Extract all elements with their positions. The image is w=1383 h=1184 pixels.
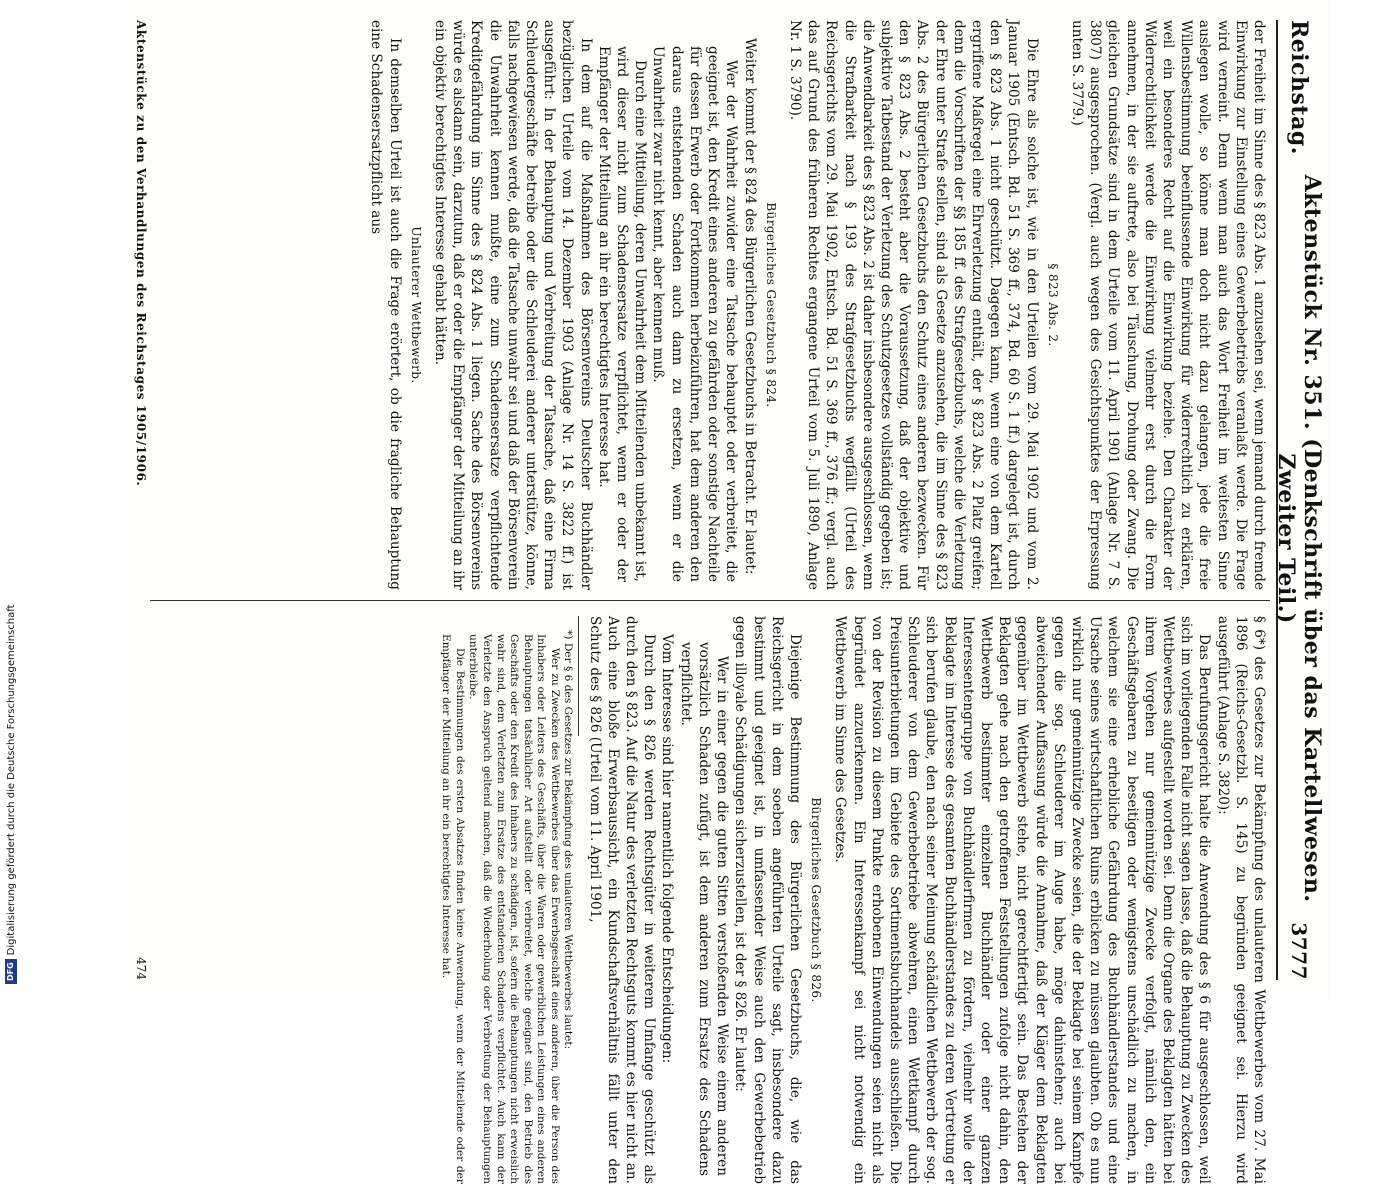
statute-quote <box>677 616 732 1184</box>
funding-note <box>4 284 18 984</box>
digitization-sidebar <box>0 0 22 1000</box>
footnote <box>439 616 575 1184</box>
right-column <box>439 616 1268 1184</box>
page-number: 3777 <box>1287 922 1311 980</box>
page-footer <box>126 20 148 980</box>
footer-source: Aktenstücke zu den Verhandlungen des Reichstages 1905/1906. <box>134 20 148 487</box>
header-left: Reichstag. <box>1286 20 1312 155</box>
footnote-intro: Der § 6 des Gesetzes zur Bekämpfung des unlauteren Wettbewerbes lautet: <box>562 642 575 1050</box>
header-rule <box>1276 20 1278 980</box>
section-heading: Unlauterer Wettbewerb. <box>408 226 423 384</box>
footnote-paragraph: Wer zu Zwecken des Wettbewerbes über das Erwerbsgeschäft eines anderen, über die Person des Inhabers oder Leiters des Geschäfts, über die Waren oder gewerblichen Leistungen eines anderen Behauptungen tatsächlicher Art aufstellt oder verbreitet, welche geeignet sind, den Betrieb des Geschäfts oder den Kredit des Inhabers zu schädigen, ist, sofern die Behauptungen nicht erweislich wahr sind, dem Verletzten zum Ersatze des entstandenen Schadens verpflichtet. Auch kann der Verletzte den Anspruch geltend machen, daß die Wiederholung oder Verbreitung der Behauptungen unterbleibe. <box>467 634 561 1184</box>
section-heading: Bürgerliches Gesetzbuch § 826. <box>809 797 824 1003</box>
paragraph: Die Ehre als solche ist, wie in den Urteilen vom 29. Mai 1902 und vom 2. Januar 1905 (Entsch. Bd. 51 S. 369 ff., 374, Bd. 60 S. 1 ff.) dargelegt ist, durch den § 823 Abs. 1 nicht geschützt. Dagegen kann, wenn eine von dem Kartell ergriffene Maßregel eine Ehrverletzung enthält, der § 823 Abs. 2 Platz greifen; denn die Vorschriften der §§ 185 ff. des Strafgesetzbuchs, welche die Verletzung der Ehre unter Strafe stellen, sind als Gesetze anzusehen, die im Sinne des § 823 Abs. 2 des Bürgerlichen Gesetzbuchs den Schutz eines anderen bezwecken. Für den § 823 Abs. 2 besteht aber die Voraussetzung, daß der objektive und subjektive Tatbestand der Verletzung des Schutzgesetzes vollständig gegeben ist; die Anwendbarkeit des § 823 Abs. 2 ist daher insbesondere ausgeschlossen, wenn die Strafbarkeit nach § 193 des Strafgesetzbuchs wegfällt (Urteil des Reichsgerichts vom 29. Mai 1902, Entsch. Bd. 51 S. 369 ff., 376 ff.; vergl. auch das auf Grund des früheren Rechtes ergangene Urteil vom 5. Juli 1890, Anlage Nr. 1 S. 3790). <box>786 20 1040 590</box>
paragraph: In dem auf die Maßnahmen des Börsenvereins Deutscher Buchhändler bezüglichen Urteile vom 14. Dezember 1903 (Anlage Nr. 14 S. 3822 ff.) ist ausgeführt: In der Behauptung und Verbreitung der Tatsache, daß eine Firma Schleudergeschäfte betreibe oder die Schleuderei anderer unterstütze, könne, falls nachgewiesen werde, daß die Tatsache unwahr sei und daß der Börsenverein die Unwahrheit kennen mußte, eine zum Schadensersatze verpflichtende Kreditgefährdung im Sinne des § 824 Abs. 1 liegen. Sache des Börsenvereins würde es alsdann sein, darzutun, daß er oder die Empfänger der Mitteilung an ihr ein objektiv berechtigtes Interesse gehabt hätten. <box>432 20 594 590</box>
paragraph: Durch den § 826 werden Rechtsgüter in weiterem Umfange geschützt als durch den § 823. Auf die Natur des verletzten Rechtsguts kommt es hier nicht an. Auch eine bloße Erwerbsaussicht, ein Kundschaftsverhältnis fällt unter den Schutz des § 826 (Urteil vom 11. April 1901, <box>586 616 658 1184</box>
section-heading: Bürgerliches Gesetzbuch § 824. <box>763 202 778 408</box>
scanned-page <box>120 0 1330 1184</box>
footnote-paragraph: Die Bestimmungen des ersten Absatzes finden keine Anwendung, wenn der Mitteilende oder der Empfänger der Mitteilung an ihr ein berechtigtes Interesse hat. <box>440 634 466 1184</box>
footer-number: 474 <box>134 957 148 980</box>
funding-text: Digitalisierung gefördert durch die Deutsche Forschungsgemeinschaft <box>5 604 17 956</box>
page-header <box>1273 20 1325 980</box>
paragraph: Das Berufungsgericht halte die Anwendung des § 6 für ausgeschlossen, weil sich im vorliegenden Falle nicht sagen lasse, daß die Behauptung zu Zwecken des Wettbewerbes aufgestellt worden sei. Denn die Organe des Beklagten hätten bei ihrem Vorgehen nur gemeinnützige Zwecke verfolgt, nämlich den, ein Geschäftsgebaren zu beseitigen oder wenigstens unschädlich zu machen, in welchem sie eine erhebliche Gefährdung des Buchhändlerstandes und eine Ursache seines wirtschaftlichen Ruins erblicken zu müssen glaubten. Ob es nun wirklich nur gemeinnützige Zwecke seien, die der Beklagte bei seinem Kampfe gegen die sog. Schleuderer im Auge habe, möge dahinstehen; auch bei abweichender Auffassung würde die Annahme, daß der Kläger dem Beklagten gegenüber im Wettbewerb stehe, nicht gerechtfertigt sein. Das Bestehen der Beklagten gehe nach den getroffenen Feststellungen zufolge nicht dahin, den Wettbewerb bestimmter einzelner Buchhändler oder einer ganzen Interessentengruppe von Buchhändlerfirmen zu fördern, vielmehr wolle der Beklagte im Interesse des gesamten Buchhändlerstandes zu deren Vertretung er sich berufen glaube, den nach seiner Meinung schädlichen Wettbewerb der sog. Schleuderer von dem Gewerbebetriebe abwehren, einen Wettkampf durch Preisunterbietungen im Gebiete des Sortimentsbuchhandels ausschließen. Die von der Revision zu diesem Punkte erhobenen Einwendungen seien nicht als begründet anzuerkennen. Ein Interessenkampf sei nicht notwendig ein Wettbewerb im Sinne des Gesetzes. <box>832 616 1213 1184</box>
quote-paragraph: Wer der Wahrheit zuwider eine Tatsache behauptet oder verbreitet, die geeignet ist, den Kredit eines anderen zu gefährden oder sonstige Nachteile für dessen Erwerb oder Fortkommen herbeizuführen, hat dem anderen den daraus entstehenden Schaden auch dann zu ersetzen, wenn er die Unwahrheit zwar nicht kennt, aber kennen muß. <box>650 46 740 582</box>
left-column <box>367 20 1268 590</box>
paragraph: Diejenige Bestimmung des Bürgerlichen Gesetzbuchs, die, wie das Reichsgericht in dem soeben angeführten Urteile sagt, insbesondere dazu bestimmt und geeignet ist, in umfassender Weise auch den Gewerbebetrieb gegen illoyale Schädigungen sicherzustellen, ist der § 826. Er lautet: <box>732 616 803 1184</box>
footnote-rule <box>578 616 579 736</box>
footnote-quote <box>439 616 561 1184</box>
paragraph: § 6*) des Gesetzes zur Bekämpfung des unlauteren Wettbewerbes vom 27. Mai 1896 (Reichs-Gesetzbl. S. 145) zu begründen geeignet sei. Hierzu wird ausgeführt (Anlage S. 3820): <box>1214 616 1267 1184</box>
column-divider <box>150 600 1270 601</box>
section-heading: § 823 Abs. 2. <box>1045 263 1060 347</box>
statute-quote <box>595 20 741 590</box>
quote-paragraph: Wer in einer gegen die guten Sitten verstoßenden Weise einem anderen vorsätzlich Schaden zufügt, ist dem anderen zum Ersatze des Schadens verpflichtet. <box>677 642 731 1176</box>
paragraph: Weiter kommt der § 824 des Bürgerlichen Gesetzbuchs in Betracht. Er lautet: <box>741 38 758 575</box>
page-title: Aktenstück Nr. 351. (Denkschrift über das Kartellwesen. Zweiter Teil.) <box>1273 174 1325 903</box>
footnote-marker: *) <box>562 630 575 640</box>
paragraph: Vom Interesse sind hier namentlich folgende Entscheidungen: <box>659 634 676 1064</box>
dfg-logo: DFG <box>5 959 17 984</box>
quote-paragraph: Durch eine Mitteilung, deren Unwahrheit dem Mitteilenden unbekannt ist, wird dieser nicht zum Schadensersatze verpflichtet, wenn er oder der Empfänger der Mitteilung an ihr ein berechtigtes Interesse hat. <box>595 46 649 582</box>
paragraph: In demselben Urteil ist auch die Frage erörtert, ob die fragliche Behauptung eine Schadensersatzpflicht aus <box>368 20 403 590</box>
paragraph: der Freiheit im Sinne des § 823 Abs. 1 anzusehen sei, wenn jemand durch fremde Einwirkung zur Einstellung eines Gewerbebetriebs veranlaßt werde. Die Frage wird verneint. Denn wenn man auch das Wort Freiheit im weitesten Sinne auslegen wolle, so könne man doch nicht dazu gelangen, jede die freie Willensbestimmung beeinflussende Einwirkung für widerrechtlich zu erklären, weil ein besonderes Recht auf die Einwirkung beziehe. Den Charakter der Widerrechtlichkeit werde die Einwirkung vielmehr erst durch die Form annehmen, in der sie auftrete, also bei Täuschung, Drohung oder Zwang. Die gleichen Grundsätze sind in dem Urteile vom 11. April 1901 (Anlage Nr. 7 S. 3807) ausgesprochen. (Vergl. auch wegen des Gesichtspunktes der Erpressung unten S. 3779.) <box>1068 20 1267 590</box>
